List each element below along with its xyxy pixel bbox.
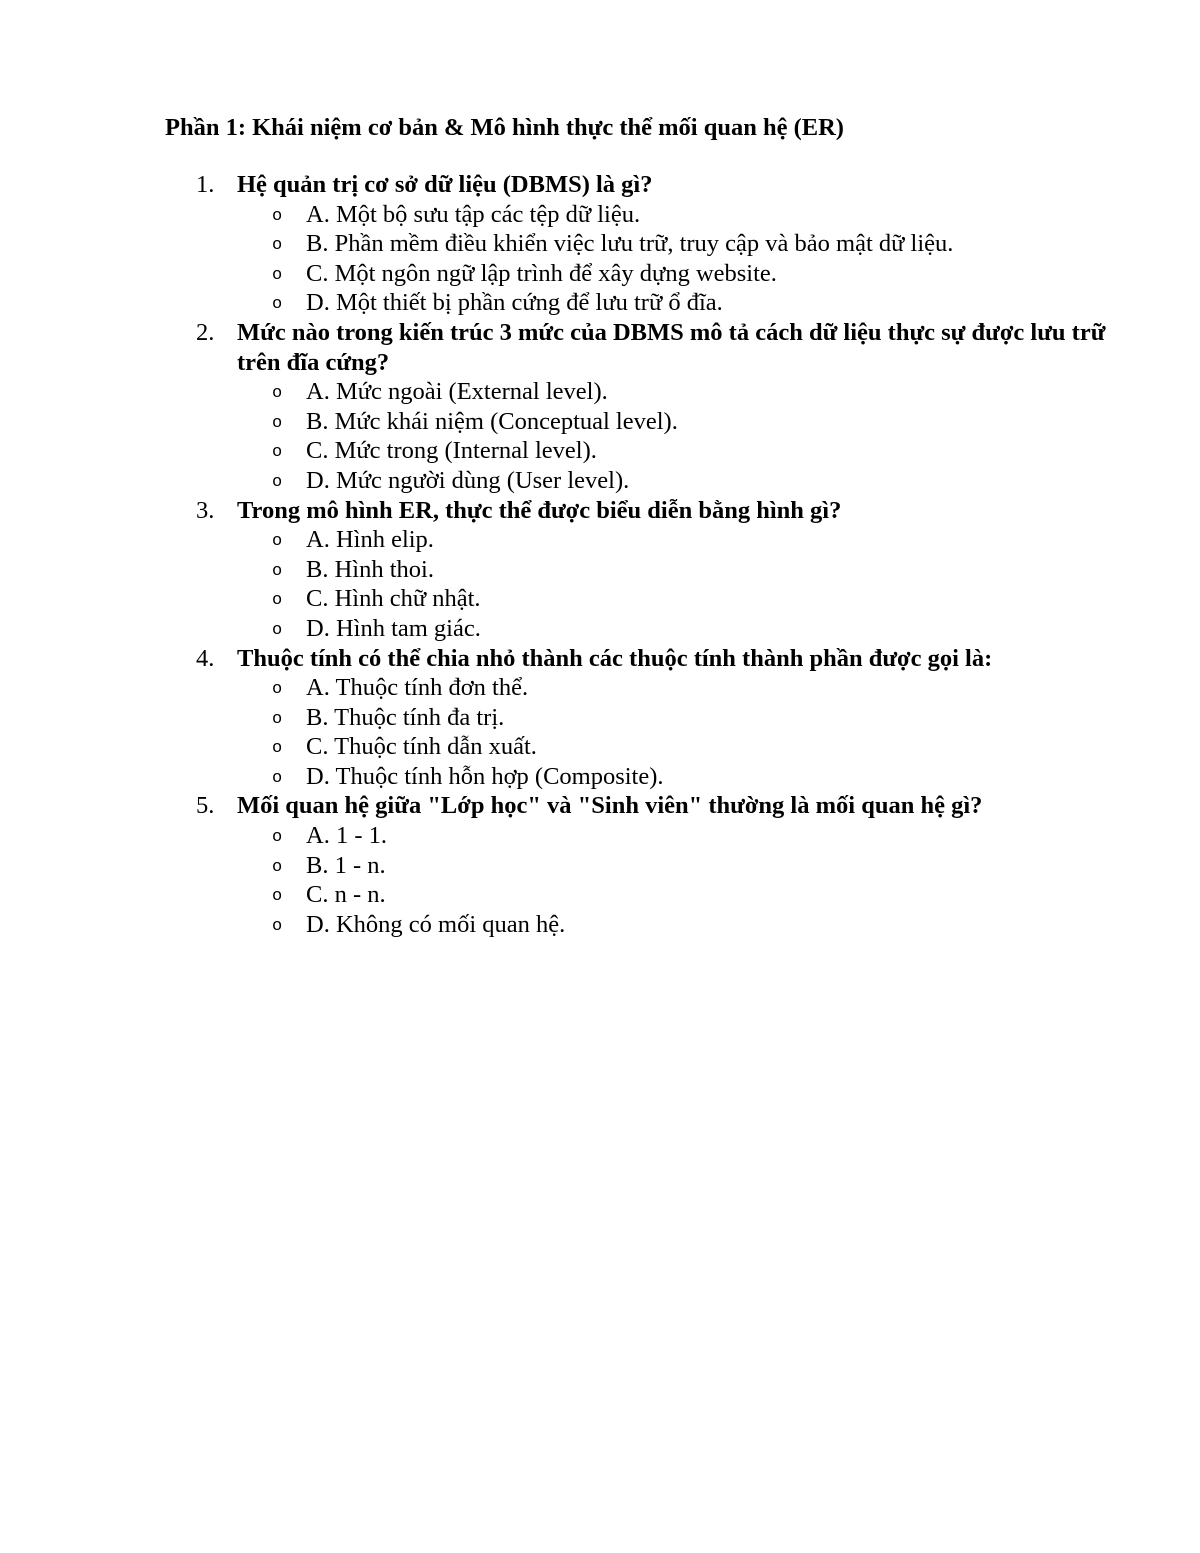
circle-bullet-icon: o: [272, 561, 283, 581]
circle-bullet-icon: o: [272, 443, 283, 463]
question-text: Mối quan hệ giữa "Lớp học" và "Sinh viên" thường là mối quan hệ gì?: [237, 792, 983, 820]
option-list: [196, 525, 1116, 643]
circle-bullet-icon: o: [272, 857, 283, 877]
question-item: [196, 496, 1116, 644]
circle-bullet-icon: o: [272, 384, 283, 404]
option-item: [196, 584, 1116, 614]
option-item: [196, 200, 1116, 230]
question-text: Trong mô hình ER, thực thể được biểu diễn bằng hình gì?: [237, 496, 842, 524]
circle-bullet-icon: o: [272, 532, 283, 552]
question-item: [196, 644, 1116, 792]
option-item: [196, 229, 1116, 259]
option-item: [196, 259, 1116, 289]
question-number: 4.: [196, 644, 215, 672]
question-item: [196, 791, 1116, 939]
circle-bullet-icon: o: [272, 472, 283, 492]
option-text: C. Thuộc tính dẫn xuất.: [306, 733, 537, 761]
option-text: D. Thuộc tính hỗn hợp (Composite).: [306, 762, 664, 790]
question-item: [196, 318, 1116, 496]
question-number: 1.: [196, 171, 215, 198]
circle-bullet-icon: o: [272, 620, 283, 640]
circle-bullet-icon: o: [272, 295, 283, 315]
option-text: A. 1 - 1.: [306, 822, 387, 850]
option-text: B. Phần mềm điều khiển việc lưu trữ, truy cập và bảo mật dữ liệu.: [306, 230, 954, 258]
circle-bullet-icon: o: [272, 739, 283, 759]
circle-bullet-icon: o: [272, 768, 283, 788]
option-text: D. Mức người dùng (User level).: [306, 466, 630, 494]
option-text: A. Hình elip.: [306, 526, 434, 554]
question-text: Thuộc tính có thể chia nhỏ thành các thuộc tính thành phần được gọi là:: [237, 644, 993, 672]
option-item: [196, 762, 1116, 792]
option-item: [196, 407, 1116, 437]
option-text: C. n - n.: [306, 881, 386, 909]
option-item: [196, 851, 1116, 881]
question-item: [196, 170, 1116, 318]
option-text: B. Mức khái niệm (Conceptual level).: [306, 407, 678, 435]
option-list: [196, 821, 1116, 939]
option-list: [196, 200, 1116, 318]
option-item: [196, 732, 1116, 762]
option-item: [196, 821, 1116, 851]
circle-bullet-icon: o: [272, 236, 283, 256]
option-text: D. Một thiết bị phần cứng để lưu trữ ổ đĩa.: [306, 289, 723, 317]
option-text: D. Hình tam giác.: [306, 614, 481, 642]
circle-bullet-icon: o: [272, 709, 283, 729]
circle-bullet-icon: o: [272, 916, 283, 936]
option-item: [196, 703, 1116, 733]
question-text: Hệ quản trị cơ sở dữ liệu (DBMS) là gì?: [237, 171, 653, 198]
option-item: [196, 377, 1116, 407]
circle-bullet-icon: o: [272, 828, 283, 848]
option-list: [196, 673, 1116, 791]
option-text: A. Thuộc tính đơn thể.: [306, 674, 529, 702]
option-text: A. Mức ngoài (External level).: [306, 378, 608, 406]
question-number: 3.: [196, 496, 215, 524]
circle-bullet-icon: o: [272, 206, 283, 226]
circle-bullet-icon: o: [272, 680, 283, 700]
circle-bullet-icon: o: [272, 265, 283, 285]
option-text: C. Mức trong (Internal level).: [306, 437, 597, 465]
option-item: [196, 525, 1116, 555]
question-text: Mức nào trong kiến trúc 3 mức của DBMS mô tả cách dữ liệu thực sự được lưu trữ trên đĩa cứng?: [237, 318, 1106, 376]
circle-bullet-icon: o: [272, 591, 283, 611]
option-item: [196, 466, 1116, 496]
option-list: [196, 377, 1116, 495]
section-heading: Phần 1: Khái niệm cơ bản & Mô hình thực thể mối quan hệ (ER): [165, 114, 844, 141]
option-item: [196, 880, 1116, 910]
circle-bullet-icon: o: [272, 413, 283, 433]
option-item: [196, 673, 1116, 703]
option-item: [196, 288, 1116, 318]
option-text: B. Hình thoi.: [306, 555, 434, 583]
option-text: A. Một bộ sưu tập các tệp dữ liệu.: [306, 200, 641, 228]
option-item: [196, 910, 1116, 940]
option-text: B. Thuộc tính đa trị.: [306, 703, 505, 731]
option-text: B. 1 - n.: [306, 851, 386, 879]
question-number: 2.: [196, 318, 215, 346]
option-text: C. Hình chữ nhật.: [306, 585, 481, 613]
question-list: [196, 170, 1116, 939]
question-number: 5.: [196, 792, 215, 820]
circle-bullet-icon: o: [272, 887, 283, 907]
option-text: C. Một ngôn ngữ lập trình để xây dựng website.: [306, 259, 777, 287]
option-item: [196, 555, 1116, 585]
option-item: [196, 436, 1116, 466]
option-item: [196, 614, 1116, 644]
option-text: D. Không có mối quan hệ.: [306, 910, 566, 938]
